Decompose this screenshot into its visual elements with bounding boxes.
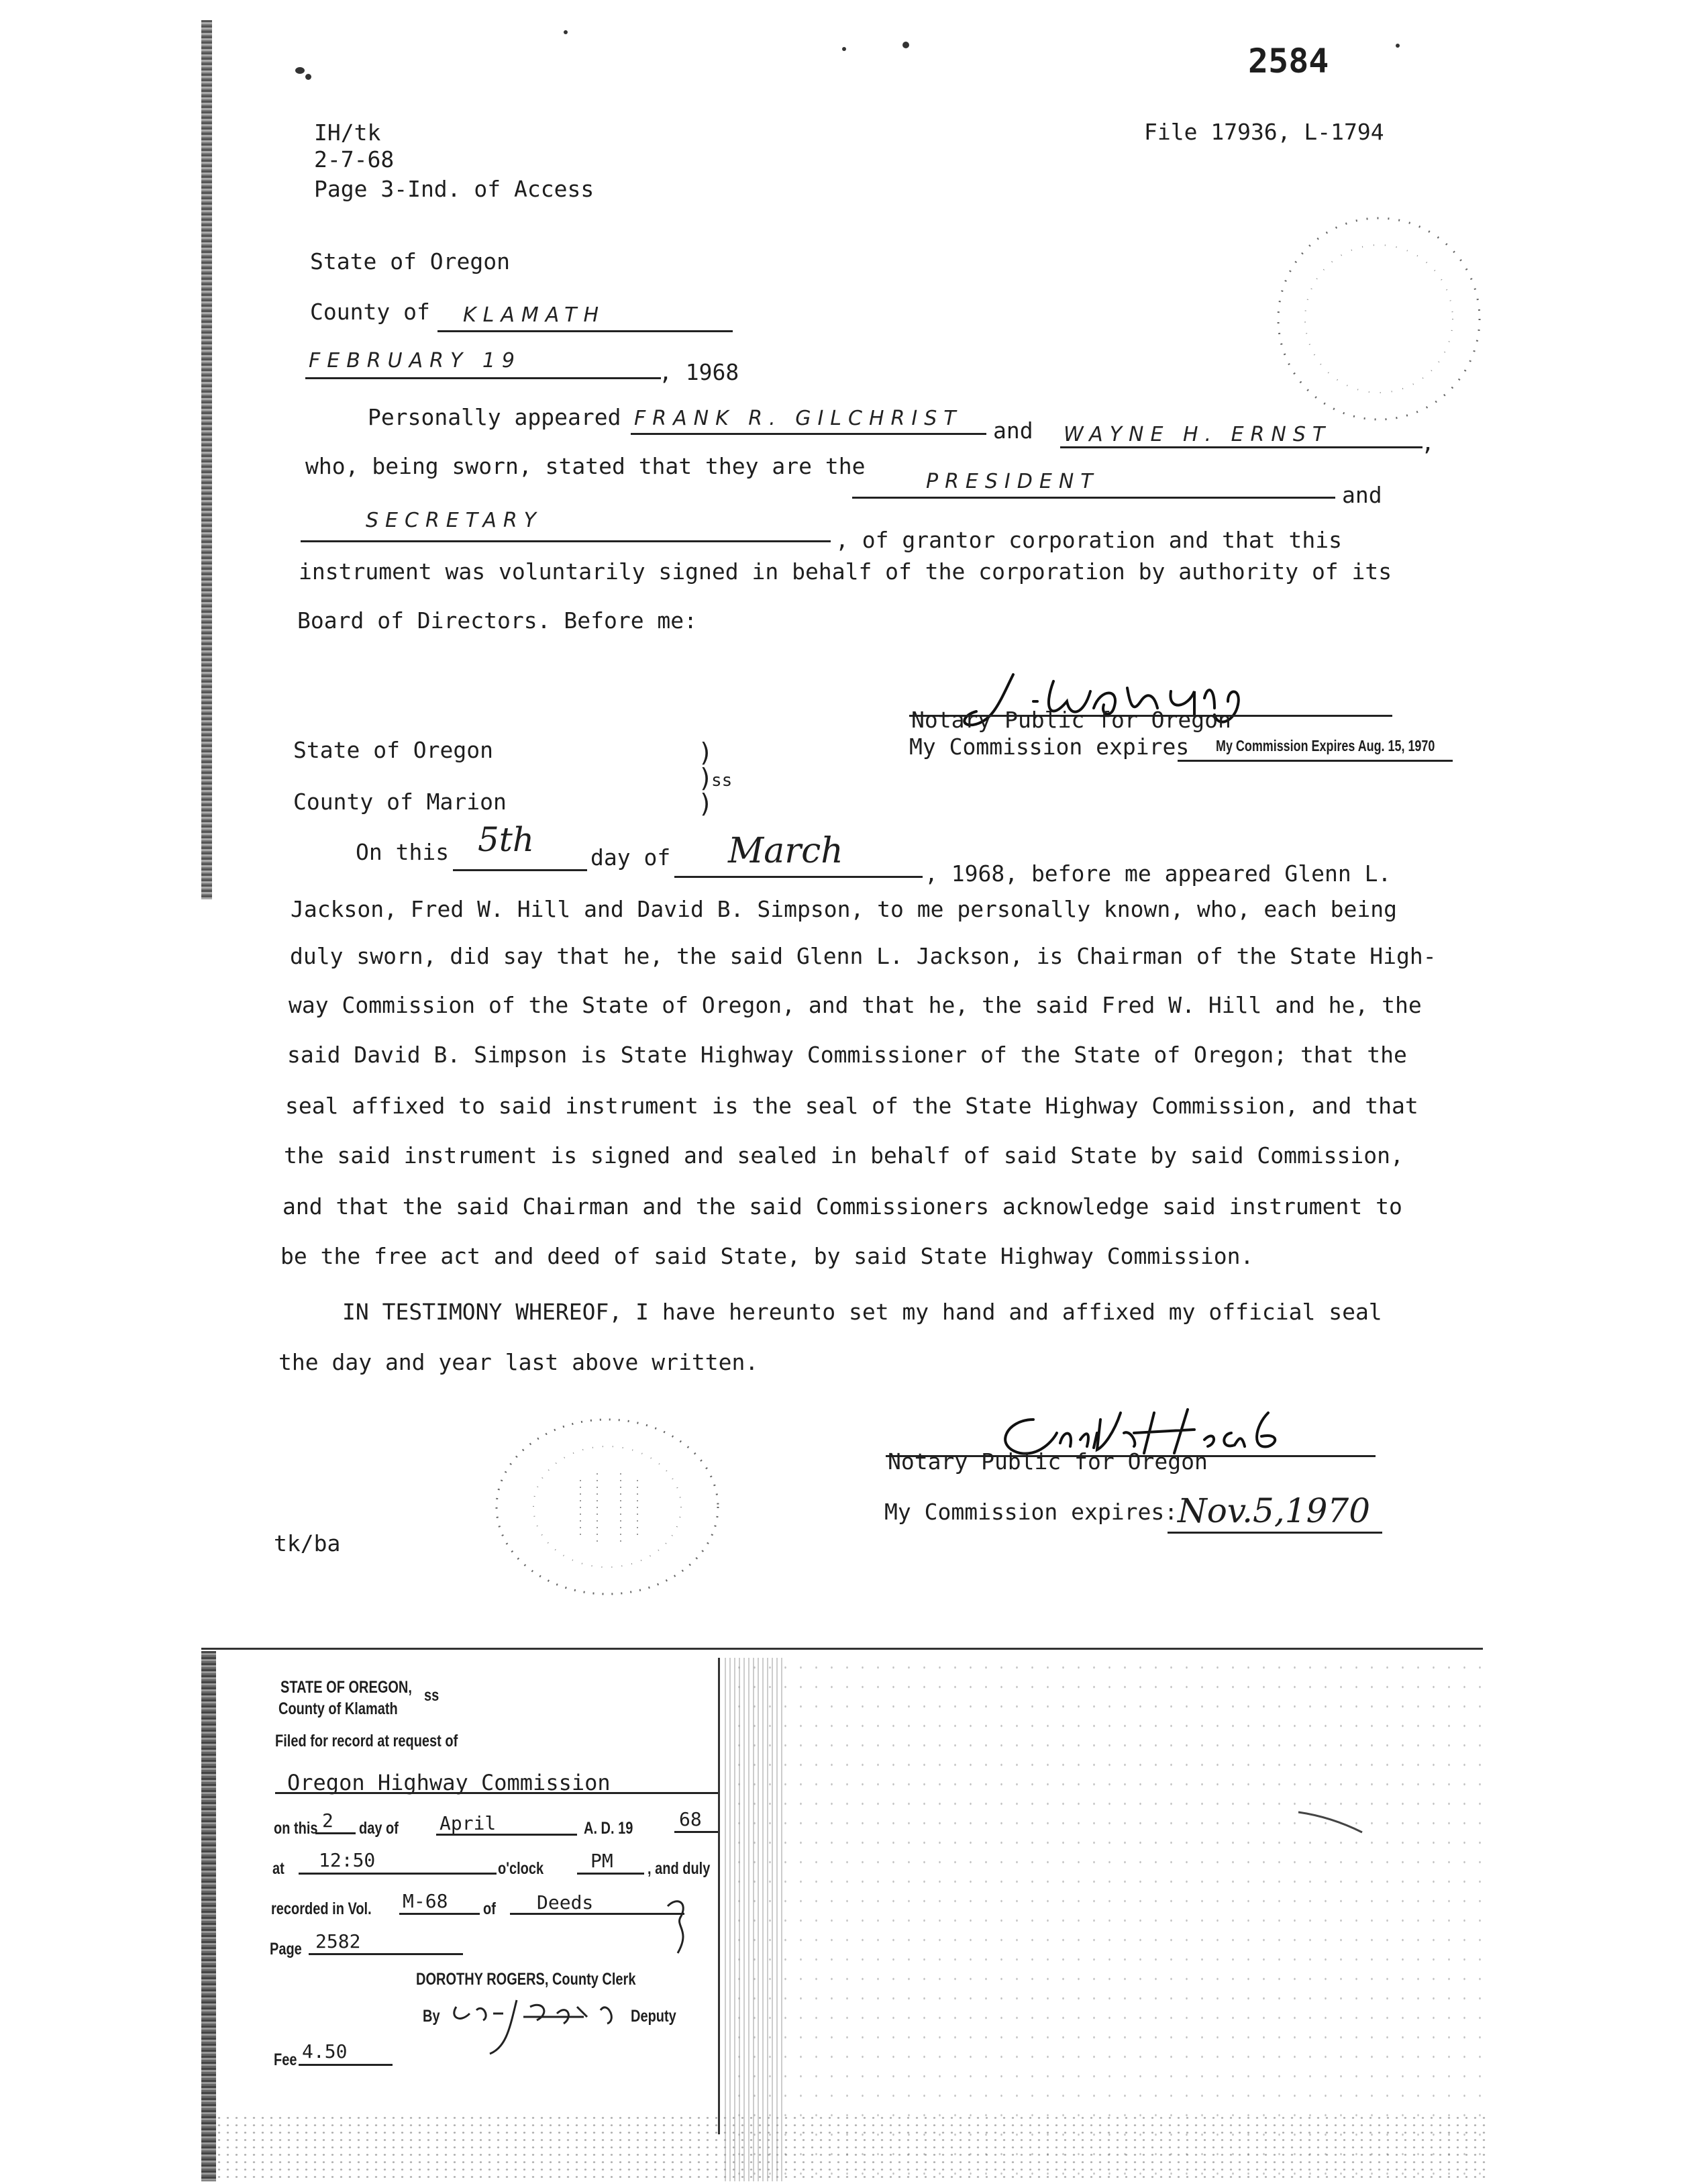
year-line xyxy=(674,1831,718,1833)
page-note: Page 3-Ind. of Access xyxy=(314,176,594,202)
recording-ss: ss xyxy=(424,1686,439,1705)
recording-page-label: Page xyxy=(270,1940,302,1958)
notary-seal-2 xyxy=(480,1406,735,1607)
ack1-county-label: County of xyxy=(310,299,430,325)
ack1-county-value: KLAMATH xyxy=(463,303,606,327)
ack2-day-value: 5th xyxy=(478,820,535,859)
date-underline xyxy=(305,377,661,379)
ack2-month-value: March xyxy=(728,831,843,871)
ack2-body-line: Jackson, Fred W. Hill and David B. Simpson, to me personally known, who, each being xyxy=(291,896,1398,922)
ack2-notary-label: Notary Public for Oregon xyxy=(888,1448,1208,1475)
book-line xyxy=(510,1913,684,1915)
ack1-date-value: FEBRUARY 19 xyxy=(309,349,521,373)
recording-recorded-in: recorded in Vol. xyxy=(271,1899,372,1918)
ack1-sworn-text: who, being sworn, stated that they are the xyxy=(305,453,866,479)
requester-underline xyxy=(275,1792,718,1794)
ack1-state: State of Oregon xyxy=(310,248,511,275)
page-fold-line xyxy=(201,1648,1483,1650)
recording-at: at xyxy=(272,1859,284,1878)
scan-noise xyxy=(731,1658,1483,2181)
ack2-body-line: said David B. Simpson is State Highway Commissioner of the State of Oregon; that the xyxy=(287,1042,1407,1068)
ack1-and: and xyxy=(993,417,1033,444)
ack2-body-line: be the free act and deed of said State, by said State Highway Commission. xyxy=(280,1243,1254,1269)
recording-on-this: on this xyxy=(274,1819,318,1838)
scan-edge-artifact xyxy=(201,1651,216,2181)
ack2-testimony-2: the day and year last above written. xyxy=(278,1349,759,1375)
scan-speck xyxy=(902,42,909,48)
document-number: 2584 xyxy=(1248,42,1329,81)
scan-speck xyxy=(842,47,846,51)
vol-line xyxy=(399,1913,480,1915)
recording-fee: 4.50 xyxy=(302,2040,348,2063)
ack1-comma: , xyxy=(1421,430,1435,456)
person1-underline xyxy=(631,433,986,435)
ampm-line xyxy=(577,1873,644,1875)
scan-scribble xyxy=(1295,1805,1369,1846)
ack1-role2: SECRETARY xyxy=(366,509,544,532)
ack2-year-text: , 1968, before me appeared Glenn L. xyxy=(925,860,1392,887)
ack2-testimony-1: IN TESTIMONY WHEREOF, I have hereunto set my hand and affixed my official seal xyxy=(342,1299,1382,1325)
ack1-role1: PRESIDENT xyxy=(926,470,1100,493)
day-underline xyxy=(453,869,587,871)
role2-underline xyxy=(301,540,831,542)
ack2-day-of: day of xyxy=(590,844,671,871)
recording-mark xyxy=(661,1893,701,1960)
ack2-body-line: the said instrument is signed and sealed in behalf of said State by said Commission, xyxy=(284,1142,1404,1169)
ack1-notary-label: Notary Public for Oregon xyxy=(911,707,1231,733)
recording-of: of xyxy=(483,1899,496,1918)
ack2-body-line: duly sworn, did say that he, the said Glenn L. Jackson, is Chairman of the State High- xyxy=(290,943,1437,969)
commission-1-underline xyxy=(1178,760,1453,762)
ack1-commission-label: My Commission expires xyxy=(909,734,1190,760)
notary-seal-1 xyxy=(1261,195,1496,443)
ack2-state: State of Oregon xyxy=(293,737,494,763)
ack1-board-line: Board of Directors. Before me: xyxy=(297,607,698,634)
recording-month: April xyxy=(439,1812,497,1834)
month-line xyxy=(436,1834,577,1836)
recording-requester: Oregon Highway Commission xyxy=(287,1770,611,1795)
county-underline xyxy=(437,330,733,332)
commission-2-underline xyxy=(1168,1532,1382,1534)
recording-vol: M-68 xyxy=(403,1890,448,1912)
recording-oclock: o'clock xyxy=(498,1859,544,1878)
ack2-on-this: On this xyxy=(356,839,450,865)
scan-speck xyxy=(564,30,568,34)
recording-deputy: Deputy xyxy=(631,2007,676,2026)
recording-fee-label: Fee xyxy=(274,2050,297,2069)
ack1-instrument-line: instrument was voluntarily signed in behalf of the corporation by authority of its xyxy=(299,558,1392,585)
ack1-person1: FRANK R. GILCHRIST xyxy=(634,407,963,430)
page-line xyxy=(309,1953,463,1955)
ack1-grantor-text: , of grantor corporation and that this xyxy=(835,527,1342,553)
recording-day: 2 xyxy=(322,1809,333,1832)
scan-speck xyxy=(295,67,305,74)
ack2-commission-label: My Commission expires: xyxy=(884,1499,1178,1525)
recording-clerk: DOROTHY ROGERS, County Clerk xyxy=(416,1970,636,1989)
scan-edge-artifact xyxy=(201,20,212,899)
recording-state: STATE OF OREGON, xyxy=(280,1678,412,1697)
recording-county: County of Klamath xyxy=(278,1699,398,1718)
recording-duly: , and duly xyxy=(648,1859,711,1878)
recording-year: 68 xyxy=(679,1808,702,1830)
ack2-bracket: ) ) ) xyxy=(698,738,713,818)
ack2-body-line: seal affixed to said instrument is the seal of the State Highway Commission, and that xyxy=(285,1093,1418,1119)
ack2-body-line: and that the said Chairman and the said Commissioners acknowledge said instrument to xyxy=(282,1193,1402,1220)
ack2-typist: tk/ba xyxy=(274,1530,341,1556)
recording-stamp xyxy=(242,1658,720,2134)
recording-by: By xyxy=(423,2007,440,2026)
file-reference: File 17936, L-1794 xyxy=(1144,119,1384,145)
scan-speck xyxy=(1396,44,1400,48)
ack2-county: County of Marion xyxy=(293,789,507,815)
recording-day-of: day of xyxy=(359,1819,399,1838)
time-line xyxy=(299,1873,497,1875)
recording-time: 12:50 xyxy=(319,1849,376,1871)
scan-speck xyxy=(305,74,311,80)
ack1-appeared-label: Personally appeared xyxy=(368,404,621,430)
recording-ampm: PM xyxy=(590,1850,613,1872)
ack2-ss: ss xyxy=(711,771,733,791)
person2-underline xyxy=(1060,446,1422,448)
ack2-body-line: way Commission of the State of Oregon, and that he, the said Fred W. Hill and he, the xyxy=(289,992,1422,1018)
day-line xyxy=(315,1832,356,1834)
recording-page: 2582 xyxy=(315,1930,361,1952)
recording-ad: A. D. 19 xyxy=(584,1819,633,1838)
ack1-person2: WAYNE H. ERNST xyxy=(1064,423,1332,446)
recording-filed-line: Filed for record at request of xyxy=(275,1732,458,1750)
month-underline xyxy=(674,876,923,878)
scan-noise xyxy=(725,1658,785,2181)
ack1-year: , 1968 xyxy=(659,359,739,385)
ack1-and-2: and xyxy=(1342,482,1382,508)
recording-book: Deeds xyxy=(537,1891,594,1914)
typist-initials: IH/tk xyxy=(314,119,381,146)
fee-line xyxy=(299,2064,393,2066)
ack2-commission-value: Nov.5,1970 xyxy=(1178,1491,1371,1530)
role1-underline xyxy=(852,497,1335,499)
document-date: 2-7-68 xyxy=(314,146,395,172)
ack1-commission-stamp: My Commission Expires Aug. 15, 1970 xyxy=(1216,737,1435,754)
